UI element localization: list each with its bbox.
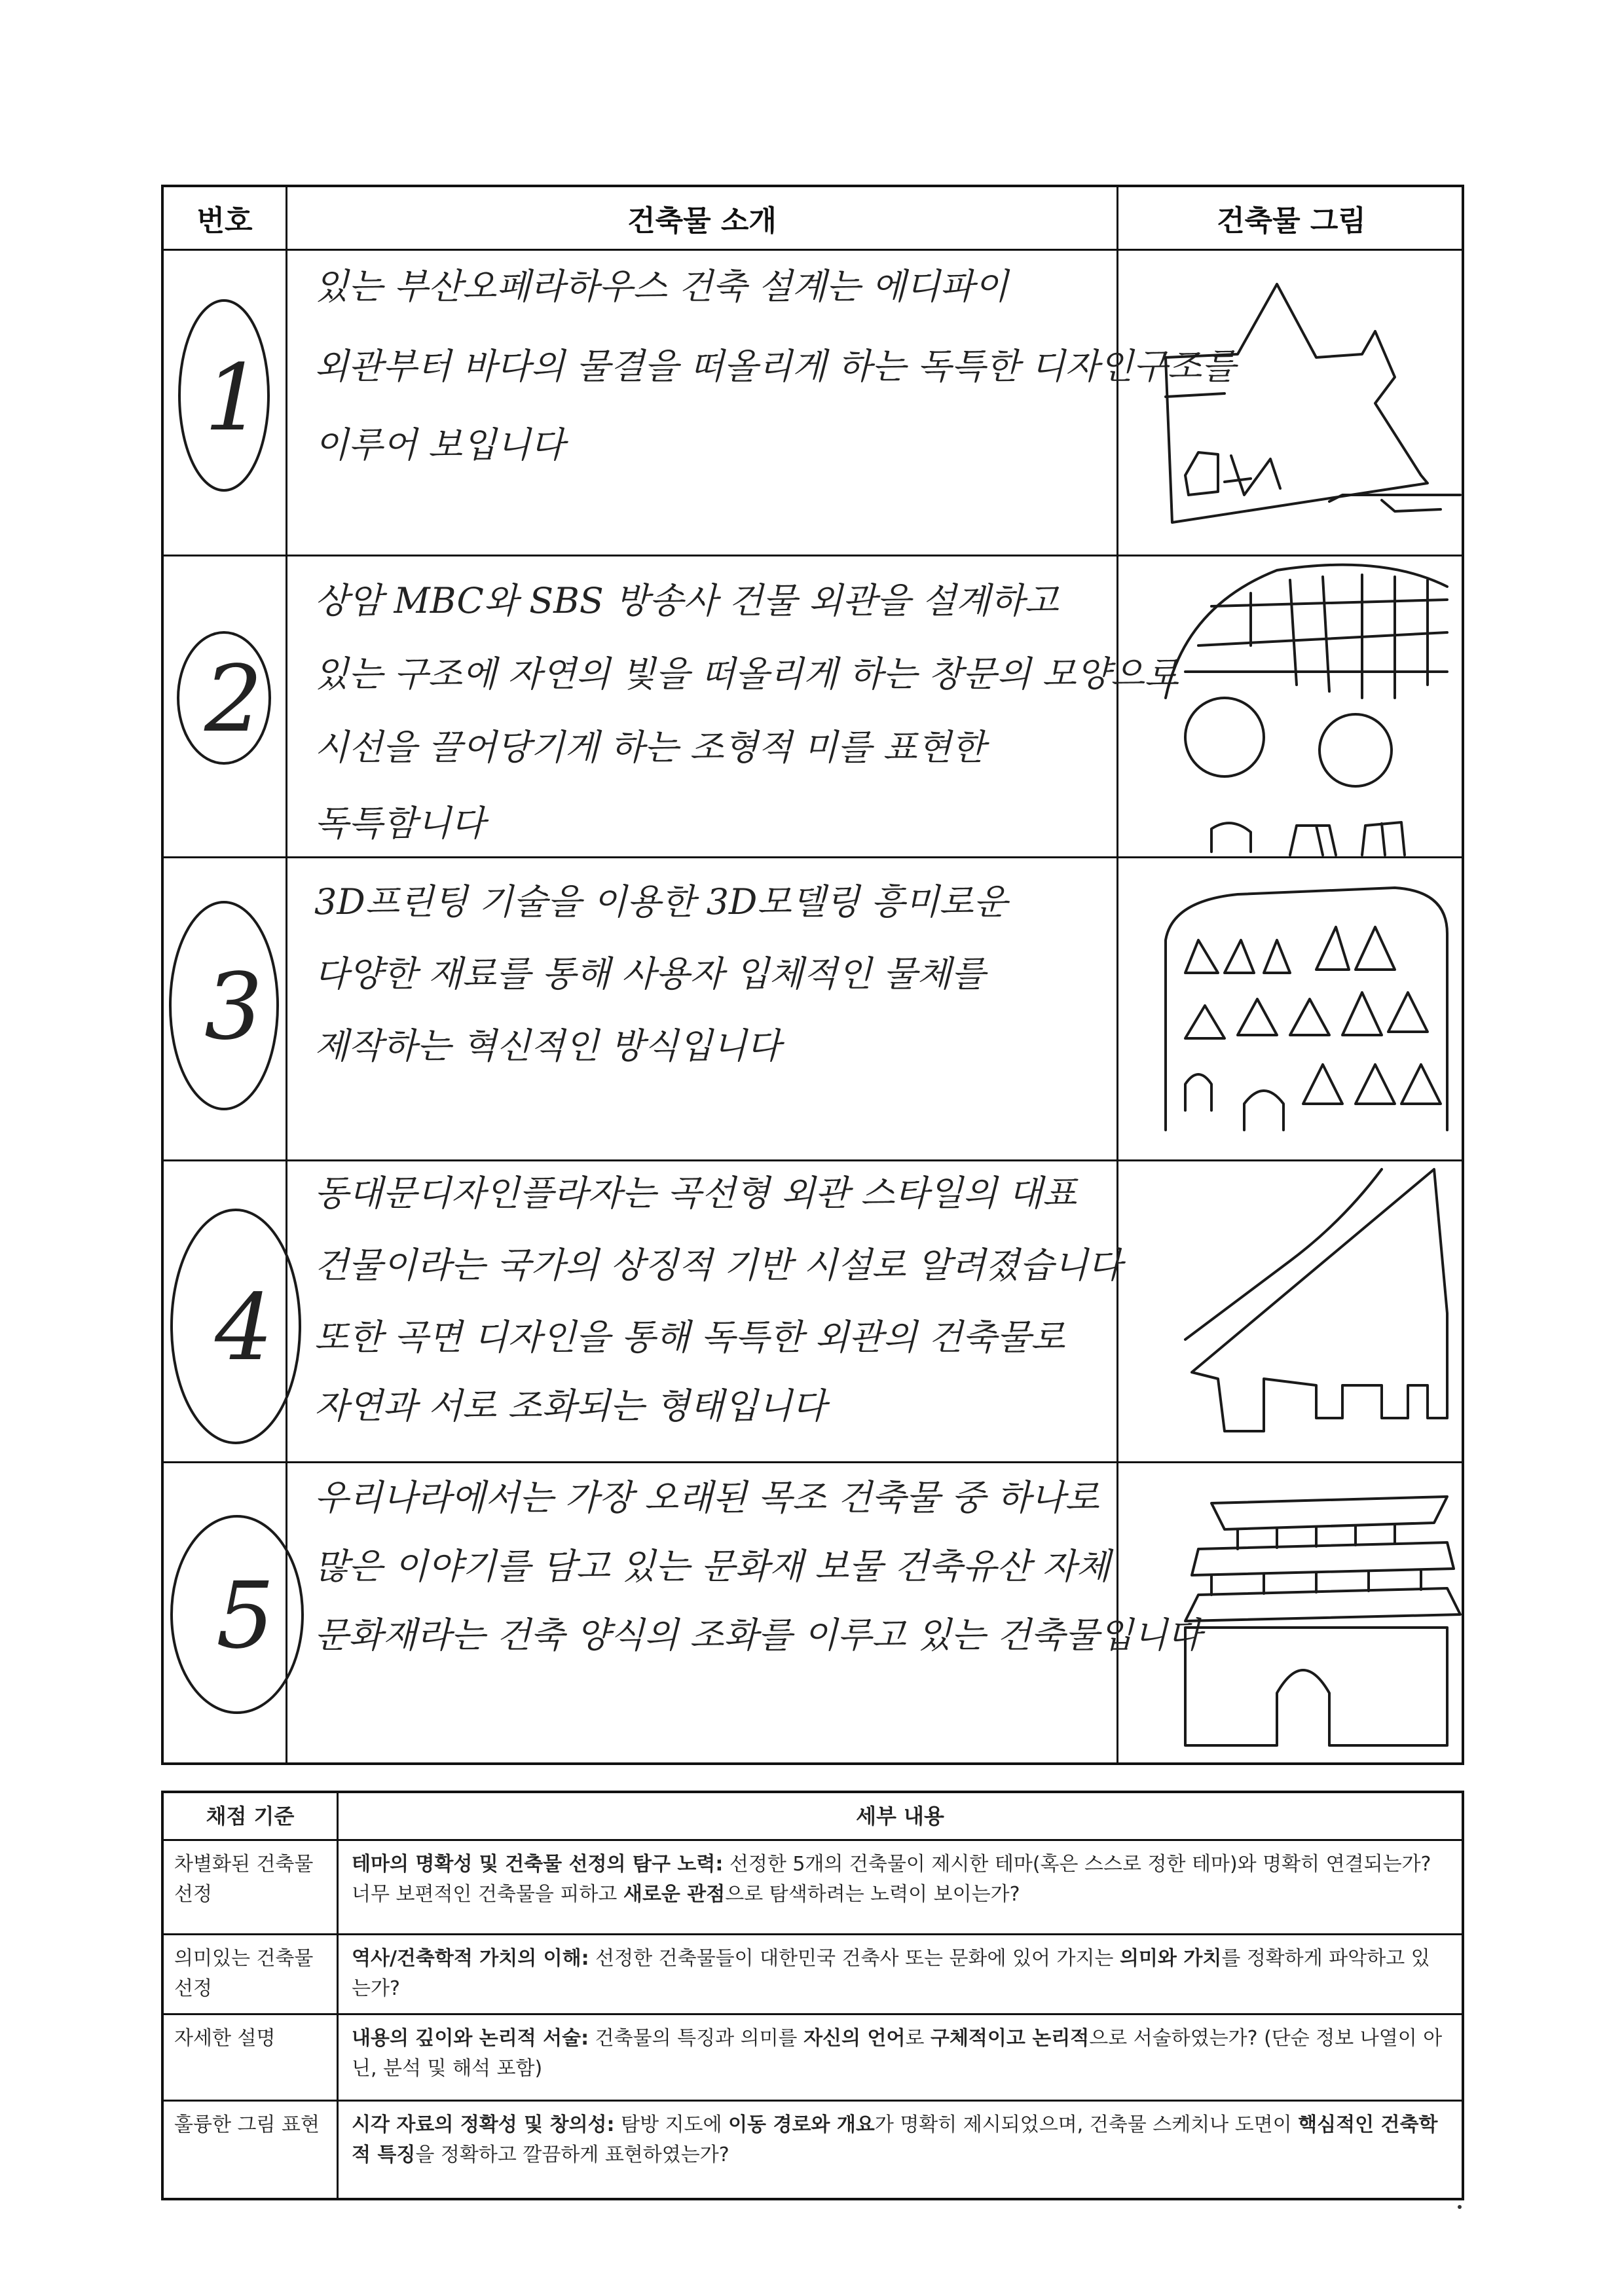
page-mark xyxy=(1458,2205,1462,2209)
rubric-criteria: 차별화된 건축물 선정 xyxy=(174,1853,314,1906)
intro-line: 있는 부산오페라하우스 건축 설계는 에디파이 xyxy=(314,266,1008,307)
rubric-keyword: 이동 경로와 개요 xyxy=(728,2113,875,2136)
broadcast-building-sketch-icon xyxy=(1166,565,1447,855)
intro-line: 다양한 재료를 통해 사용자 입체적인 물체를 xyxy=(314,953,986,994)
rubric-text: 선정한 5개의 건축물이 제시한 테마(혹은 스스로 정한 테마)와 명확히 연결되는가? 너무 보편적인 건축물을 피하고 xyxy=(352,1853,1431,1906)
rubric-text: 선정한 건축물들이 대한민국 건축사 또는 문화에 있어 가지는 xyxy=(589,1947,1120,1970)
header-number: 번호 xyxy=(196,204,253,238)
header-introduction: 건축물 소개 xyxy=(627,204,777,238)
table-row xyxy=(172,1477,1460,1745)
intro-line: 또한 곡면 디자인을 통해 독특한 외관의 건축물로 xyxy=(314,1317,1065,1358)
handwritten-content xyxy=(164,187,1462,1762)
row-number: 1 xyxy=(204,345,263,452)
curved-building-sketch-icon xyxy=(1185,1169,1447,1431)
row-number-circle xyxy=(178,632,270,763)
intro-line: 3D프린팅 기술을 이용한 3D모델링 흥미로운 xyxy=(314,881,1008,922)
table-row xyxy=(178,565,1447,855)
rubric-header-details: 세부 내용 xyxy=(856,1804,944,1829)
rubric-text: 를 정확하게 파악하고 있는가? xyxy=(352,1947,1430,2000)
rubric-description xyxy=(339,1936,1462,2013)
intro-line: 건물이라는 국가의 상징적 기반 시설로 알려졌습니다 xyxy=(314,1245,1122,1286)
rubric-text: 가 명확히 제시되었으며, 건축물 스케치나 도면이 xyxy=(874,2113,1299,2136)
row-number: 5 xyxy=(216,1563,275,1669)
intro-line: 상암 MBC와 SBS 방송사 건물 외관을 설계하고 xyxy=(314,580,1059,621)
row-number: 2 xyxy=(204,646,263,753)
intro-line: 동대문디자인플라자는 곡선형 외관 스타일의 대표 xyxy=(314,1173,1077,1214)
rubric-criteria: 자세한 설명 xyxy=(174,2027,276,2050)
rubric-description xyxy=(339,2016,1462,2100)
grading-rubric-table xyxy=(161,1791,1464,2200)
rubric-text: 로 xyxy=(905,2027,931,2050)
row-number-circle xyxy=(170,902,278,1109)
rubric-criteria: 의미있는 건축물 선정 xyxy=(174,1947,314,2000)
rubric-criteria: 훌륭한 그림 표현 xyxy=(174,2113,320,2136)
intro-line: 제작하는 혁신적인 방식입니다 xyxy=(314,1025,781,1066)
intro-line: 외관부터 바다의 물결을 떠올리게 하는 독특한 디자인구조를 xyxy=(314,346,1236,387)
triangle-facade-sketch-icon xyxy=(1166,888,1447,1130)
rubric-keyword: 내용의 깊이와 논리적 서술: xyxy=(352,2027,589,2050)
rubric-text: 으로 탐색하려는 노력이 보이는가? xyxy=(725,1883,1020,1906)
row-divider xyxy=(164,1933,1462,1935)
traditional-gate-sketch-icon xyxy=(1185,1497,1460,1745)
row-number-circle xyxy=(179,301,268,490)
intro-line: 많은 이야기를 담고 있는 문화재 보물 건축유산 자체 xyxy=(314,1546,1111,1587)
header-drawing: 건축물 그림 xyxy=(1217,204,1366,238)
row-divider xyxy=(164,2013,1462,2015)
table-row xyxy=(170,881,1447,1130)
rubric-header-criteria: 채점 기준 xyxy=(206,1804,295,1829)
rubric-text: 으로 서술하였는가? (단순 정보 나열이 아닌, 분석 및 해석 포함) xyxy=(352,2027,1443,2080)
rubric-description xyxy=(339,1842,1462,1933)
rubric-description xyxy=(339,2102,1462,2198)
row-divider xyxy=(164,2100,1462,2102)
rubric-keyword: 새로운 관점 xyxy=(623,1883,726,1906)
rubric-text: 을 정확하고 깔끔하게 표현하였는가? xyxy=(415,2143,729,2166)
intro-line: 이루어 보입니다 xyxy=(314,424,565,465)
table-row xyxy=(172,1169,1447,1443)
row-number: 4 xyxy=(215,1275,274,1381)
intro-line: 우리나라에서는 가장 오래된 목조 건축물 중 하나로 xyxy=(314,1477,1099,1518)
rubric-keyword: 테마의 명확성 및 건축물 선정의 탐구 노력: xyxy=(352,1853,724,1876)
rubric-keyword: 시각 자료의 정확성 및 창의성: xyxy=(352,2113,615,2136)
intro-line: 있는 구조에 자연의 빛을 떠올리게 하는 창문의 모양으로 xyxy=(314,653,1179,695)
rubric-keyword: 역사/건축학적 가치의 이해: xyxy=(352,1947,589,1970)
intro-line: 자연과 서로 조화되는 형태입니다 xyxy=(314,1385,826,1427)
rubric-text: 탐방 지도에 xyxy=(614,2113,729,2136)
rubric-keyword: 핵심적인 건축학적 특징 xyxy=(352,2113,1438,2166)
rubric-keyword: 자신의 언어 xyxy=(803,2027,906,2050)
opera-house-sketch-icon xyxy=(1166,284,1460,522)
intro-line: 문화재라는 건축 양식의 조화를 이루고 있는 건축물입니다 xyxy=(314,1614,1202,1656)
row-number-circle xyxy=(172,1516,303,1713)
table-row xyxy=(179,266,1460,522)
row-number-circle xyxy=(172,1210,300,1443)
row-divider xyxy=(164,1839,1462,1841)
rubric-keyword: 의미와 가치 xyxy=(1119,1947,1222,1970)
row-number: 3 xyxy=(204,954,263,1061)
architecture-table xyxy=(161,185,1464,1765)
rubric-text: 건축물의 특징과 의미를 xyxy=(589,2027,804,2050)
intro-line: 시선을 끌어당기게 하는 조형적 미를 표현한 xyxy=(314,727,986,768)
intro-line: 독특함니다 xyxy=(314,803,485,844)
rubric-keyword: 구체적이고 논리적 xyxy=(930,2027,1090,2050)
